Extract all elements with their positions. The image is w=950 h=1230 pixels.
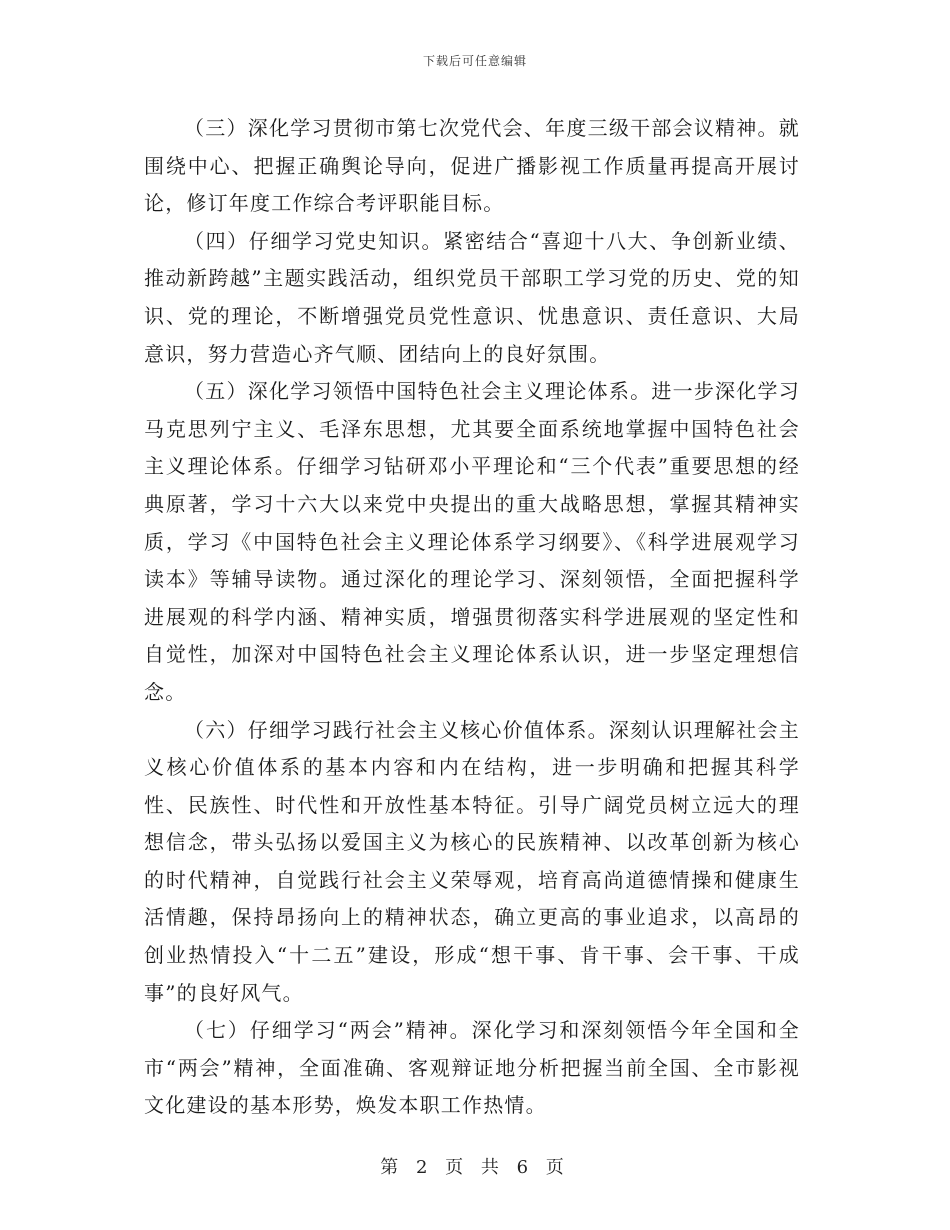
paragraph-5: （五）深化学习领悟中国特色社会主义理论体系。进一步深化学习马克思列宁主义、毛泽东思想，尤其要全面系统地掌握中国特色社会主义理论体系。仔细学习钻研邓小平理论和“三个代表”重要思想的经典原著，学习十六大以来党中央提出的重大战略思想，掌握其精神实质，学习《中国特色社会主义理论体系学习纲要》、《科学进展观学习读本》等辅导读物。通过深化的理论学习、深刻领悟，全面把握科学进展观的科学内涵、精神实质，增强贯彻落实科学进展观的坚定性和自觉性，加深对中国特色社会主义理论体系认识，进一步坚定理想信念。 [144, 379, 800, 704]
paragraph-4: （四）仔细学习党史知识。紧密结合“喜迎十八大、争创新业绩、推动新跨越”主题实践活动，组织党员干部职工学习党的历史、党的知识、党的理论，不断增强党员党性意识、忧患意识、责任意识、大局意识，努力营造心齐气顺、团结向上的良好氛围。 [144, 228, 800, 366]
paragraph-6: （六）仔细学习践行社会主义核心价值体系。深刻认识理解社会主义核心价值体系的基本内容和内在结构，进一步明确和把握其科学性、民族性、时代性和开放性基本特征。引导广阔党员树立远大的理想信念，带头弘扬以爱国主义为核心的民族精神、以改革创新为核心的时代精神，自觉践行社会主义荣辱观，培育高尚道德情操和健康生活情趣，保持昂扬向上的精神状态，确立更高的事业追求，以高昂的创业热情投入“十二五”建设，形成“想干事、肯干事、会干事、干成事”的良好风气。 [144, 717, 800, 1005]
page-header: 下载后可任意编辑 [422, 54, 527, 68]
page-number-footer: 第 2 页 共 6 页 [380, 1157, 570, 1178]
paragraph-7: （七）仔细学习“两会”精神。深化学习和深刻领悟今年全国和全市“两会”精神，全面准确、客观辩证地分析把握当前全国、全市影视文化建设的基本形势，焕发本职工作热情。 [144, 1018, 800, 1118]
paragraph-3: （三）深化学习贯彻市第七次党代会、年度三级干部会议精神。就围绕中心、把握正确舆论导向，促进广播影视工作质量再提高开展讨论，修订年度工作综合考评职能目标。 [144, 116, 800, 216]
document-body [144, 110, 800, 1125]
